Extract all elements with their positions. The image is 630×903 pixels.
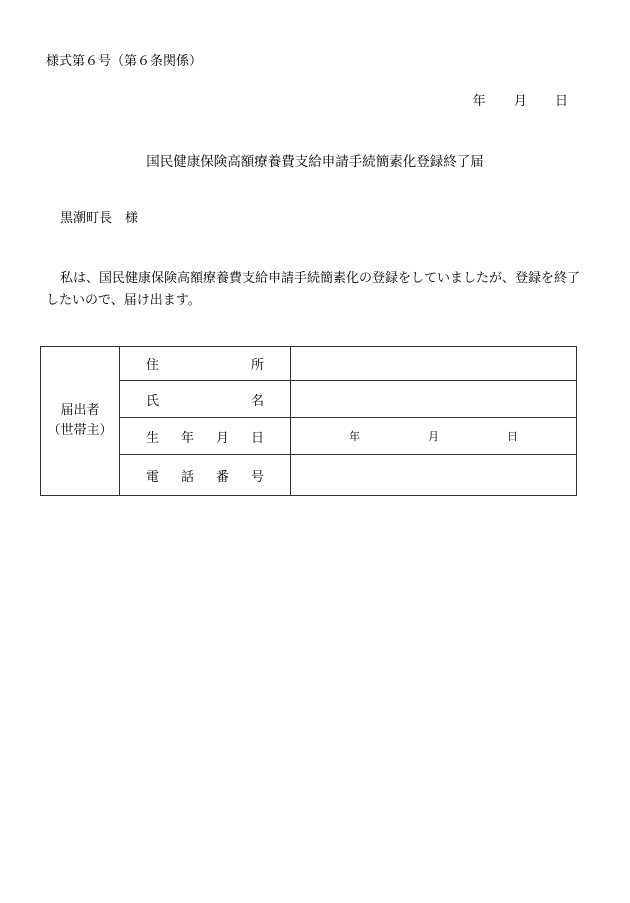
dob-month-label: 月: [428, 430, 439, 443]
dob-field[interactable]: [291, 418, 577, 455]
applicant-table: [40, 346, 577, 496]
address-field[interactable]: [291, 347, 577, 381]
address-label: 住 所: [120, 347, 291, 381]
group-label-line1: 届出者: [60, 403, 100, 418]
form-number: 様式第６号（第６条関係）: [46, 54, 203, 69]
document-title: 国民健康保険高額療養費支給申請手続簡素化登録終了届: [146, 154, 484, 170]
date-month-label: 月: [513, 94, 527, 109]
name-field[interactable]: [291, 381, 577, 418]
dob-label: 生年月日: [120, 418, 291, 455]
date-year-label: 年: [472, 94, 486, 109]
applicant-group-label: [41, 347, 120, 496]
group-label-line2: （世帯主）: [47, 423, 113, 438]
dob-year-label: 年: [349, 430, 360, 443]
dob-day-label: 日: [507, 430, 518, 443]
phone-field[interactable]: [291, 455, 577, 496]
addressee: 黒潮町長 様: [60, 211, 139, 226]
phone-label: 電話番号: [120, 455, 291, 496]
date-day-label: 日: [554, 94, 568, 109]
date-line: [449, 90, 568, 109]
body-text: 私は、国民健康保険高額療養費支給申請手続簡素化の登録をしていましたが、登録を終了したいので、届け出ます。: [46, 271, 581, 308]
name-label: 氏 名: [120, 381, 291, 418]
